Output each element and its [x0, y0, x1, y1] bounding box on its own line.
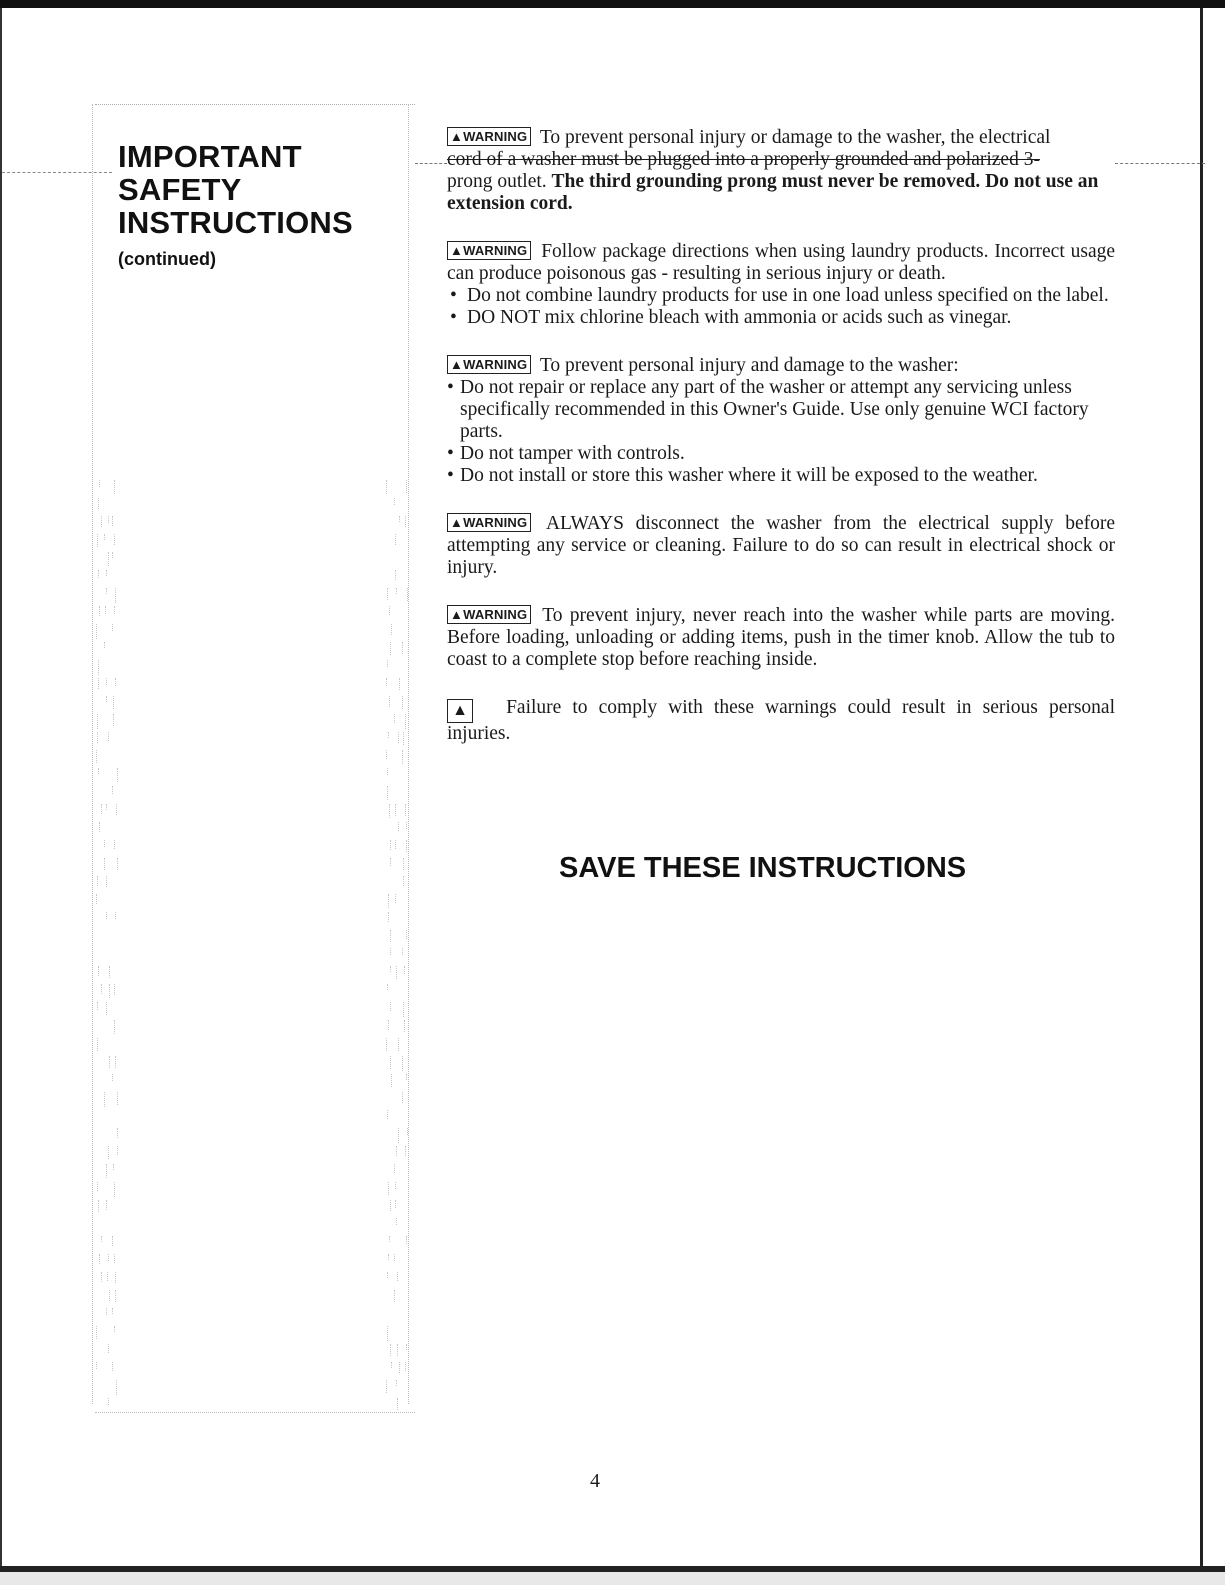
- scan-speckle: [112, 552, 113, 558]
- scan-speckle: [402, 1092, 403, 1103]
- scan-speckle: [405, 1146, 406, 1156]
- title-line: INSTRUCTIONS: [118, 205, 353, 240]
- warning-triangle-icon: ▲: [450, 607, 464, 622]
- scan-speckle: [115, 678, 116, 686]
- scan-speckle: [405, 1362, 406, 1371]
- scan-speckle: [107, 1272, 108, 1281]
- list-item: • Do not repair or replace any part of the washer or attempt any servicing unless specifically recommended in this Owner's Guide. Use only genuine WCI factory parts.: [447, 377, 1115, 443]
- scan-speckle: [406, 1344, 407, 1350]
- scan-speckle: [117, 1146, 118, 1155]
- scan-speckle: [101, 1236, 102, 1242]
- scan-speckle: [388, 1020, 389, 1030]
- scan-speckle: [395, 570, 396, 580]
- scan-speckle: [395, 804, 396, 816]
- scan-speckle: [96, 624, 97, 639]
- scan-speckle: [98, 660, 99, 675]
- scan-speckle: [389, 804, 390, 818]
- scan-speckle: [386, 480, 387, 494]
- scan-speckle: [114, 984, 115, 995]
- scan-speckle: [97, 1038, 98, 1051]
- scan-speckle: [112, 1308, 113, 1314]
- scan-speckle: [98, 768, 99, 774]
- scan-speckle: [390, 858, 391, 866]
- scan-speckle: [399, 516, 400, 522]
- scan-speckle: [407, 588, 408, 601]
- scan-speckle: [98, 1200, 99, 1212]
- warning-triangle-icon: ▲: [450, 515, 464, 530]
- scan-speckle: [402, 750, 403, 764]
- scan-speckle: [108, 1398, 109, 1405]
- left-page-edge: [0, 8, 2, 1568]
- warning-badge: ▲WARNING: [447, 605, 531, 624]
- scan-speckle: [406, 840, 407, 852]
- warning-triangle-icon: ▲: [447, 699, 473, 723]
- scan-speckle: [403, 858, 404, 870]
- scan-speckle: [386, 750, 387, 759]
- warning-text: To prevent personal injury and damage to the washer:: [539, 355, 959, 376]
- scan-speckle: [390, 1200, 391, 1211]
- scan-speckle: [399, 1362, 400, 1373]
- scan-speckle: [114, 1182, 115, 1197]
- scan-speckle: [387, 984, 388, 990]
- warning-text: To prevent personal injury or damage to the washer, the electrical: [539, 127, 1051, 148]
- scan-speckle: [388, 912, 389, 922]
- scan-speckle: [396, 966, 397, 979]
- page-number: 4: [590, 1470, 600, 1492]
- list-item: • Do not tamper with controls.: [447, 443, 1115, 465]
- scan-speckle: [99, 480, 100, 487]
- scan-speckle: [117, 1128, 118, 1138]
- scan-speckle: [112, 624, 113, 631]
- scan-bottom-strip: [0, 1572, 1225, 1585]
- scan-speckle: [97, 1182, 98, 1191]
- list-item: • Do not combine laundry products for use in one load unless specified on the label.: [447, 285, 1115, 307]
- scan-speckle: [116, 1380, 117, 1395]
- scan-speckle: [115, 588, 116, 603]
- scan-speckle: [403, 876, 404, 886]
- scan-speckle: [391, 624, 392, 635]
- scan-speckle: [109, 984, 110, 998]
- struck-text: cord of a washer must be plugged into a properly grounded and polarized 3-: [447, 149, 1040, 170]
- scan-speckle: [390, 642, 391, 655]
- scan-speckle: [387, 1326, 388, 1341]
- scan-speckle: [108, 732, 109, 741]
- scan-speckle: [390, 1056, 391, 1069]
- scan-speckle: [104, 534, 105, 540]
- scan-speckle: [96, 1326, 97, 1339]
- scan-speckle: [115, 1056, 116, 1068]
- bullet-list: [447, 377, 1115, 487]
- warning-badge: ▲WARNING: [447, 513, 531, 532]
- scan-speckle: [406, 1236, 407, 1244]
- warning-triangle-icon: ▲: [450, 243, 464, 258]
- scan-speckle: [390, 966, 391, 972]
- scan-speckle: [108, 1344, 109, 1353]
- scan-speckle: [98, 678, 99, 689]
- scan-speckle: [104, 840, 105, 847]
- scan-speckle: [388, 894, 389, 908]
- warning-badge: ▲WARNING: [447, 127, 531, 146]
- scan-speckle: [113, 696, 114, 709]
- scan-speckle: [97, 732, 98, 743]
- scan-speckle: [108, 516, 109, 523]
- scan-speckle: [387, 660, 388, 667]
- scan-speckle: [395, 534, 396, 545]
- sidebar-frame-left: [92, 104, 93, 1404]
- warning-block: [447, 355, 1115, 487]
- warning-text: ALWAYS disconnect the washer from the electrical supply before attempting any service or cleaning. Failure to do so can result in electrical shock or injury.: [447, 513, 1115, 578]
- scan-speckle: [112, 1362, 113, 1371]
- scan-speckle: [97, 534, 98, 547]
- scan-speckle: [105, 606, 106, 614]
- scan-speckle: [388, 1254, 389, 1260]
- scan-speckle: [402, 948, 403, 955]
- scan-speckle: [112, 1074, 113, 1081]
- scan-speckle: [114, 1254, 115, 1263]
- scan-speckle: [117, 1092, 118, 1105]
- scan-speckle: [108, 1146, 109, 1159]
- scan-speckle: [398, 822, 399, 831]
- scan-speckle: [97, 1002, 98, 1010]
- scan-speckle: [116, 804, 117, 815]
- scan-speckle: [386, 1038, 387, 1051]
- sidebar-frame-bottom: [95, 1412, 415, 1413]
- warning-badge: ▲WARNING: [447, 355, 531, 374]
- scan-speckle: [402, 642, 403, 654]
- warning-text: Follow package directions when using laundry products. Incorrect usage can produce poisonous gas - resulting in serious injury or death.: [447, 241, 1115, 284]
- scan-speckle: [109, 1056, 110, 1068]
- warning-block: [447, 513, 1115, 579]
- final-note: [447, 697, 1115, 745]
- title-line: SAFETY: [118, 172, 242, 207]
- scan-speckle: [106, 588, 107, 594]
- scan-speckle: [114, 606, 115, 614]
- scan-speckle: [396, 1218, 397, 1225]
- scan-speckle: [106, 912, 107, 919]
- scan-speckle: [104, 858, 105, 870]
- scan-speckle: [389, 1236, 390, 1242]
- scan-speckle: [106, 1002, 107, 1015]
- scan-speckle: [97, 714, 98, 729]
- scan-speckle: [114, 1020, 115, 1034]
- scan-speckle: [114, 1326, 115, 1332]
- warning-block: [447, 127, 1115, 215]
- scan-speckle: [106, 1164, 107, 1178]
- scan-speckle: [115, 912, 116, 919]
- scan-speckle: [101, 804, 102, 814]
- scan-speckle: [405, 516, 406, 527]
- scan-speckle: [406, 930, 407, 939]
- scan-speckle: [405, 714, 406, 729]
- right-page-edge: [1200, 8, 1203, 1568]
- scan-speckle: [396, 1146, 397, 1156]
- scan-speckle: [101, 984, 102, 994]
- scan-speckle: [395, 840, 396, 849]
- scan-speckle: [391, 1074, 392, 1087]
- scan-speckle: [390, 930, 391, 942]
- scan-speckle: [404, 1020, 405, 1032]
- scan-speckle: [106, 678, 107, 685]
- scan-speckle: [394, 1254, 395, 1261]
- scan-speckle: [394, 498, 395, 505]
- scan-speckle: [112, 516, 113, 526]
- scan-speckle: [106, 570, 107, 576]
- scan-speckle: [113, 714, 114, 726]
- scan-speckle: [397, 1272, 398, 1281]
- scan-speckle: [387, 1272, 388, 1278]
- scan-speckle: [402, 696, 403, 709]
- scan-speckle: [106, 876, 107, 887]
- scan-speckle: [397, 1344, 398, 1356]
- scan-speckle: [96, 1362, 97, 1369]
- warning-text: prong outlet.: [447, 171, 547, 192]
- warning-text: To prevent injury, never reach into the washer while parts are moving. Before loading, unloading or adding items, push in the timer knob. Allow the tub to coast to a complete stop before reaching inside.: [447, 605, 1115, 670]
- scan-speckle: [394, 1164, 395, 1173]
- sidebar-frame-right: [408, 104, 409, 1404]
- scan-speckle: [115, 1290, 116, 1302]
- scan-speckle: [97, 876, 98, 886]
- scan-speckle: [101, 1272, 102, 1282]
- scan-speckle: [387, 786, 388, 800]
- scan-speckle: [402, 1056, 403, 1071]
- scan-speckle: [117, 858, 118, 870]
- scan-speckle: [394, 714, 395, 723]
- scan-speckle: [109, 966, 110, 978]
- scan-speckle: [387, 768, 388, 775]
- scan-speckle: [403, 732, 404, 745]
- scan-speckle: [407, 1128, 408, 1135]
- section-subtitle: (continued): [118, 249, 216, 269]
- scan-speckle: [104, 642, 105, 648]
- warning-block: [447, 605, 1115, 671]
- scan-speckle: [112, 786, 113, 794]
- warning-block: [447, 241, 1115, 329]
- scan-speckle: [395, 894, 396, 903]
- scan-speckle: [108, 1254, 109, 1261]
- scan-speckle: [394, 1290, 395, 1302]
- top-border: [0, 0, 1225, 8]
- scan-speckle: [98, 966, 99, 976]
- scan-speckle: [99, 606, 100, 616]
- scan-speckle: [404, 966, 405, 974]
- list-item: • DO NOT mix chlorine bleach with ammonia or acids such as vinegar.: [447, 307, 1115, 329]
- scan-speckle: [106, 804, 107, 810]
- scan-speckle: [99, 1254, 100, 1264]
- scan-speckle: [398, 1128, 399, 1143]
- scan-speckle: [390, 1344, 391, 1356]
- scan-speckle: [387, 588, 388, 600]
- scan-speckle: [387, 1110, 388, 1119]
- scan-speckle: [399, 678, 400, 690]
- scan-speckle: [396, 588, 397, 594]
- scan-speckle: [398, 732, 399, 743]
- warning-triangle-icon: ▲: [450, 357, 464, 372]
- bold-warning-text: The third grounding prong must never be removed. Do not use an extension cord.: [447, 171, 1099, 214]
- scan-speckle: [406, 480, 407, 493]
- scan-speckle: [395, 1200, 396, 1208]
- scan-speckle: [390, 948, 391, 955]
- scan-speckle: [99, 822, 100, 832]
- scan-speckle: [389, 606, 390, 615]
- scan-speckle: [390, 840, 391, 850]
- save-instructions-heading: SAVE THESE INSTRUCTIONS: [559, 852, 967, 884]
- scan-speckle: [397, 1398, 398, 1410]
- scan-speckle: [406, 822, 407, 829]
- warning-triangle-icon: ▲: [450, 129, 464, 144]
- scan-speckle: [117, 768, 118, 782]
- title-line: IMPORTANT: [118, 139, 302, 174]
- scan-speckle: [114, 534, 115, 545]
- scan-speckle: [405, 804, 406, 816]
- warnings-column: [447, 127, 1115, 771]
- scan-speckle: [104, 1092, 105, 1107]
- scan-speckle: [106, 1308, 107, 1315]
- scan-speckle: [390, 1002, 391, 1011]
- scan-speckle: [114, 480, 115, 494]
- scan-speckle: [406, 1074, 407, 1080]
- list-item: • Do not install or store this washer where it will be exposed to the weather.: [447, 465, 1115, 487]
- warning-badge: ▲WARNING: [447, 241, 531, 260]
- scan-speckle: [101, 516, 102, 527]
- scan-speckle: [115, 1272, 116, 1283]
- scan-speckle: [391, 1362, 392, 1368]
- scan-speckle: [96, 894, 97, 904]
- scan-speckle: [112, 1236, 113, 1246]
- scan-speckle: [389, 696, 390, 707]
- scan-speckle: [106, 696, 107, 702]
- scan-speckle: [113, 1164, 114, 1170]
- sidebar-dashed-leader: [2, 172, 112, 173]
- scan-speckle: [109, 1290, 110, 1301]
- scan-speckle: [398, 1038, 399, 1051]
- scan-speckle: [386, 1380, 387, 1393]
- scan-speckle: [114, 840, 115, 849]
- final-note-text: Failure to comply with these warnings could result in serious personal injuries.: [447, 697, 1116, 744]
- bullet-list: [447, 285, 1115, 329]
- scan-speckle: [396, 1380, 397, 1386]
- scan-speckle: [98, 498, 99, 509]
- scan-speckle: [98, 570, 99, 578]
- section-title: [118, 140, 353, 239]
- sidebar-frame: [95, 104, 415, 105]
- scan-speckle: [386, 678, 387, 686]
- scan-speckle: [388, 732, 389, 738]
- strike-leader-left: [415, 163, 447, 164]
- scan-speckle: [395, 1182, 396, 1189]
- scan-speckle: [96, 750, 97, 763]
- scan-speckle: [403, 1002, 404, 1017]
- strike-leader-right: [1115, 163, 1205, 164]
- scan-speckle: [106, 1200, 107, 1210]
- scan-speckle: [108, 552, 109, 566]
- scan-speckle: [388, 1182, 389, 1195]
